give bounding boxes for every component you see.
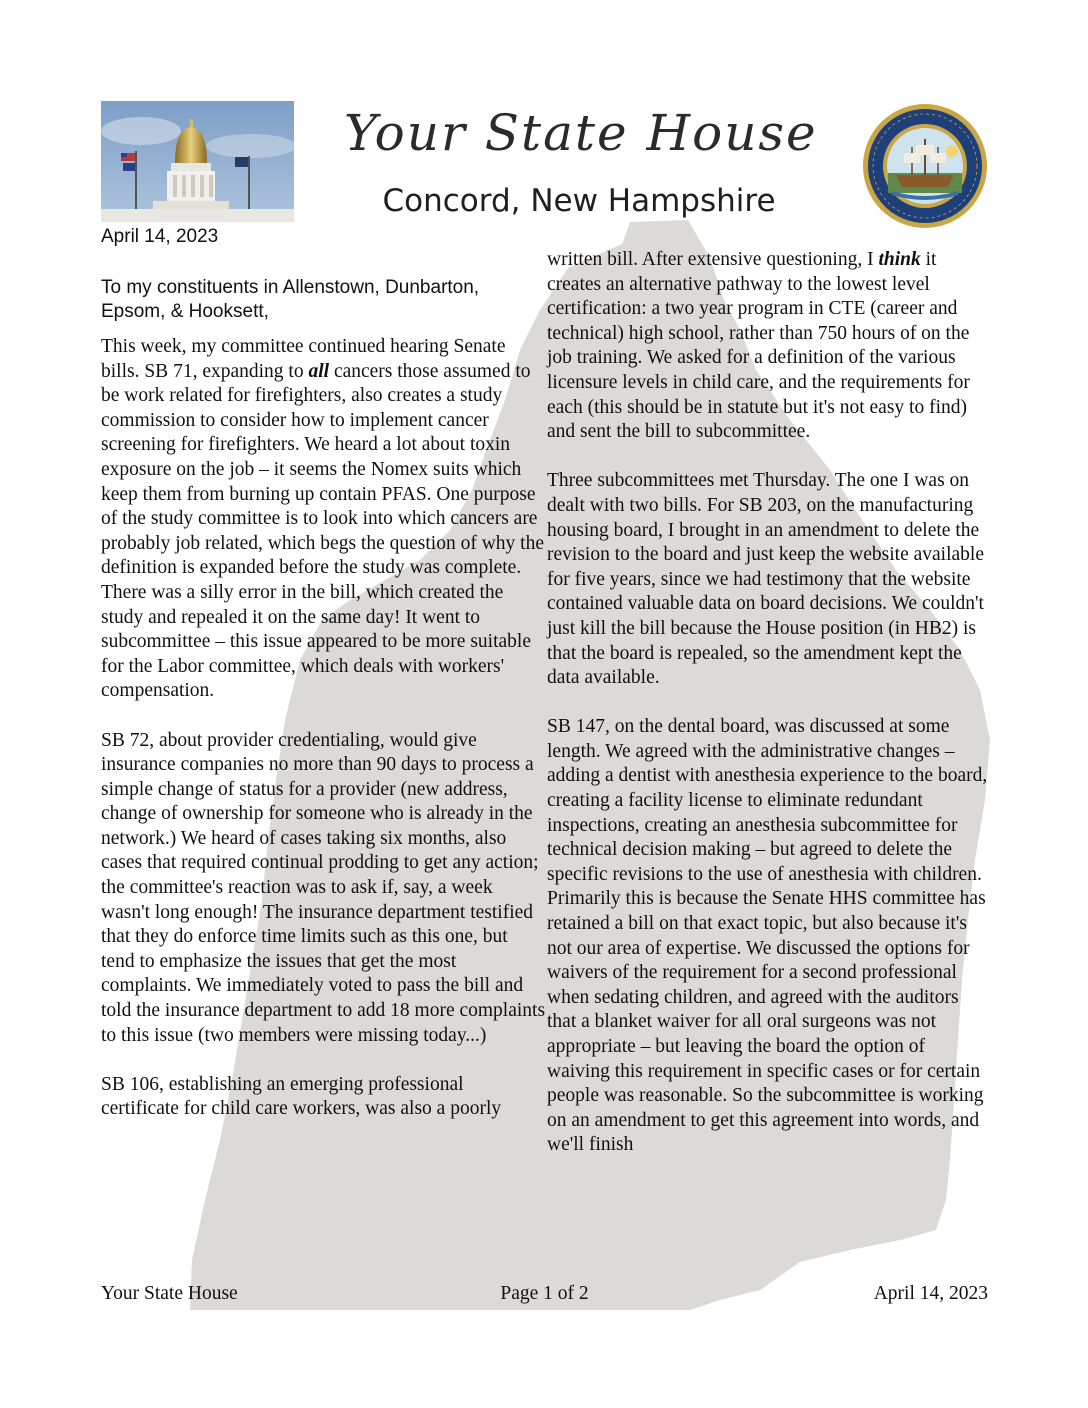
- state-seal-icon: [862, 103, 988, 229]
- emphasis-text: think: [878, 249, 921, 270]
- footer-publication: Your State House: [101, 1283, 238, 1304]
- issue-date: April 14, 2023: [101, 226, 219, 247]
- state-house-dome-photo: [101, 101, 294, 222]
- paragraph-sb147: SB 147, on the dental board, was discussed at some length. We agreed with the administrative changes – adding a dentist with anesthesia experience to the board, creating a facility license to eliminate redundant inspections, creating an anesthesia subcommittee for technical decision making – but agreed to delete the specific revisions to the use of anesthesia with children. Primarily this is because the Senate HHS committee has retained a bill on that exact topic, but also because it's not our area of expertise. We discussed the options for waivers of the requirement for a second professional when sedating children, and agreed with the auditors that a blanket waiver for all oral surgeons was not appropriate – but leaving the board the option of waiving this requirement in specific cases or for certain people was reasonable. So the subcommittee is working on an amendment to get this agreement into words, and we'll finish: [547, 716, 988, 1156]
- paragraph-subcommittees: Three subcommittees met Thursday. The one I was on dealt with two bills. For SB 203, on the manufacturing housing board, I brought in an amendment to delete the revision to the board and just keep the website available for five years, since we had testimony that the website contained valuable data on board decisions. We couldn't just kill the bill because the House position (in HB2) is that the board is repealed, so the amendment kept the data available.: [547, 470, 984, 689]
- emphasis-text: all: [308, 360, 330, 382]
- page-footer: [101, 1283, 988, 1309]
- footer-page-number: Page 1 of 2: [500, 1283, 589, 1304]
- footer-date: April 14, 2023: [873, 1283, 988, 1304]
- article-column-right: [547, 248, 992, 1183]
- paragraph-sb106-cont: [547, 248, 992, 445]
- paragraph-text: cancers those assumed to be work related for firefighters, also creates a study commission to consider how to implement cancer screening for firefighters. We heard a lot about toxin exposure on the job – it seems the Nomex suits which keep them from burning up contain PFAS. One purpose of the study committee is to look into which cancers are probably job related, which begs the question of why the definition is expanded before the study was complete. There was a silly error in the bill, which created the study and repealed it on the same day! It went to subcommittee – this issue appeared to be more suitable for the Labor committee, which deals with workers' compensation.: [101, 360, 544, 702]
- paragraph-sb106: SB 106, establishing an emerging professional certificate for child care workers, was also a poorly: [101, 1073, 502, 1120]
- masthead-title: Your State House: [344, 104, 818, 162]
- masthead-subtitle: Concord, New Hampshire: [382, 183, 776, 219]
- paragraph-sb72: SB 72, about provider credentialing, would give insurance companies no more than 90 days to process a simple change of status for a provider (new address, change of ownership for someone who is already in the network.) We heard of cases taking six months, also cases that required continual prodding to get any action; the committee's reaction was to ask if, say, a week wasn't long enough! The insurance department testified that they do enforce time limits such as this one, but tend to emphasize the issues that get the most complaints. We immediately voted to pass the bill and told the insurance department to add 18 more complaints to this issue (two members were missing today...): [101, 729, 546, 1046]
- salutation: To my constituents in Allenstown, Dunbarton, Epsom, & Hooksett,: [101, 277, 480, 322]
- paragraph-sb71: [101, 335, 546, 704]
- paragraph-text: it creates an alternative pathway to the lowest level certification: a two year program in CTE (career and technical) high school, rather than 750 hours of on the job training. We asked for a definition of the various licensure levels in child care, and the requirements for each (this should be in statute but it's not easy to find) and sent the bill to subcommittee.: [547, 249, 970, 443]
- article-column-left: [101, 335, 546, 1147]
- paragraph-text: This week, my committee continued hearing Senate bills. SB 71, expanding to: [101, 336, 506, 382]
- paragraph-text: written bill. After extensive questioning, I: [547, 249, 879, 270]
